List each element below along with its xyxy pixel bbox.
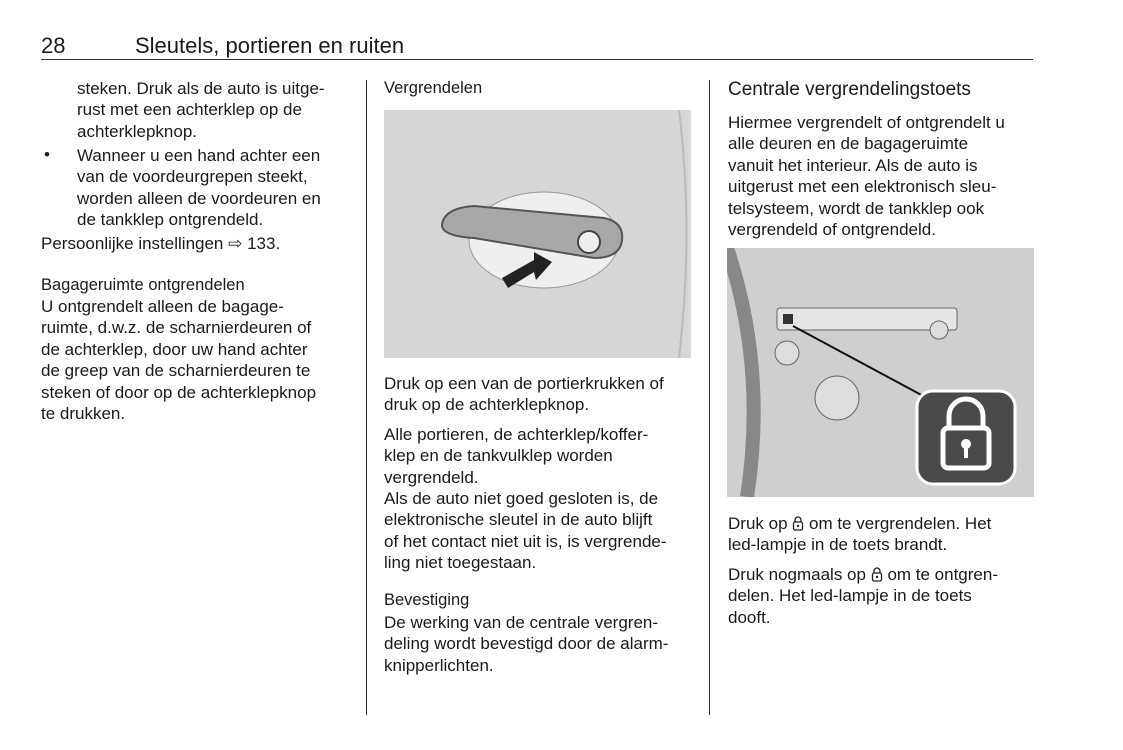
text-line: delen. Het led-lampje in de toets [728,586,972,606]
text-line: druk op de achterklepknop. [384,395,590,415]
text-line: uitgerust met een elektronisch sleu- [728,177,997,197]
text-lines [728,585,998,628]
text-line: Druk op een van de portierkrukken of [384,374,664,393]
text-line: de greep van de scharnierdeuren te [41,361,311,381]
text-line: worden alleen de voordeuren en [77,188,321,208]
text-line: telsysteem, wordt de tankklep ook [728,198,985,218]
text-line: dooft. [728,607,771,627]
cross-reference [41,233,280,254]
paragraph [384,612,668,676]
text-line: U ontgrendelt alleen de bagage- [41,297,284,316]
page-number: 28 [41,33,66,58]
text-line: Als de auto niet goed gesloten is, de [384,489,659,508]
text-line: vergrendeld. [384,467,479,487]
text: led-lampje in de toets brandt. [728,535,948,555]
text-line: de achterklep, door uw hand achter [41,339,308,359]
paragraph [728,112,1005,240]
text-line: steken of door op de achterklepknop [41,382,317,402]
paragraph [77,78,325,142]
paragraph [728,564,998,628]
text-line: elektronische sleutel in de auto blijft [384,510,653,530]
text-line: Hiermee vergrendelt of ontgrendelt u [728,113,1005,132]
text: om te ontgren- [887,565,998,584]
text-line: achterklepknop. [77,121,198,141]
paragraph [41,296,316,424]
text-line: rust met een achterklep op de [77,100,302,120]
lock-icon [792,515,804,531]
text: om te vergrendelen. Het [809,514,992,533]
column-divider [366,80,367,715]
text: Druk op [728,514,788,533]
door-handle-illustration [384,110,691,358]
text-line: te drukken. [41,404,126,424]
text-line: De werking van de centrale vergren- [384,613,659,632]
central-locking-button-illustration [727,248,1034,497]
paragraph [384,424,648,488]
text-line: steken. Druk als de auto is uitge- [77,79,325,98]
section-heading: Bagageruimte ontgrendelen [41,276,245,294]
text-line: vanuit het interieur. Als de auto is [728,155,978,175]
text-line: alle deuren en de bagageruimte [728,134,969,154]
page-title: Sleutels, portieren en ruiten [135,33,405,58]
text-line: van de voordeurgrepen steekt, [77,167,308,187]
section-heading: Bevestiging [384,591,470,609]
text-line: ling niet toegestaan. [384,553,537,573]
column-divider [709,80,710,715]
text-line: of het contact niet uit is, is vergrende- [384,531,667,551]
text-line: vergrendeld of ontgrendeld. [728,220,936,240]
paragraph [384,488,667,574]
bullet: • [44,145,50,164]
text-line: ruimte, d.w.z. de scharnierdeuren of [41,318,312,338]
lock-icon [871,566,883,582]
text-line: knipperlichten. [384,655,494,675]
text-line: Alle portieren, de achterklep/koffer- [384,425,649,444]
text: Druk nogmaals op [728,565,866,584]
section-heading: Centrale vergrendelingstoets [728,79,971,100]
text-line: Wanneer u een hand achter een [77,146,321,165]
text-line: de tankklep ontgrendeld. [77,210,264,230]
text-line: klep en de tankvulklep worden [384,446,613,466]
bullet-text [77,145,321,231]
header-rule [41,59,1033,60]
section-heading: Vergrendelen [384,79,483,97]
text-line: Persoonlijke instellingen ⇨ 133. [41,234,281,253]
paragraph [728,513,991,556]
paragraph [384,373,664,416]
text-line: deling wordt bevestigd door de alarm- [384,634,669,654]
